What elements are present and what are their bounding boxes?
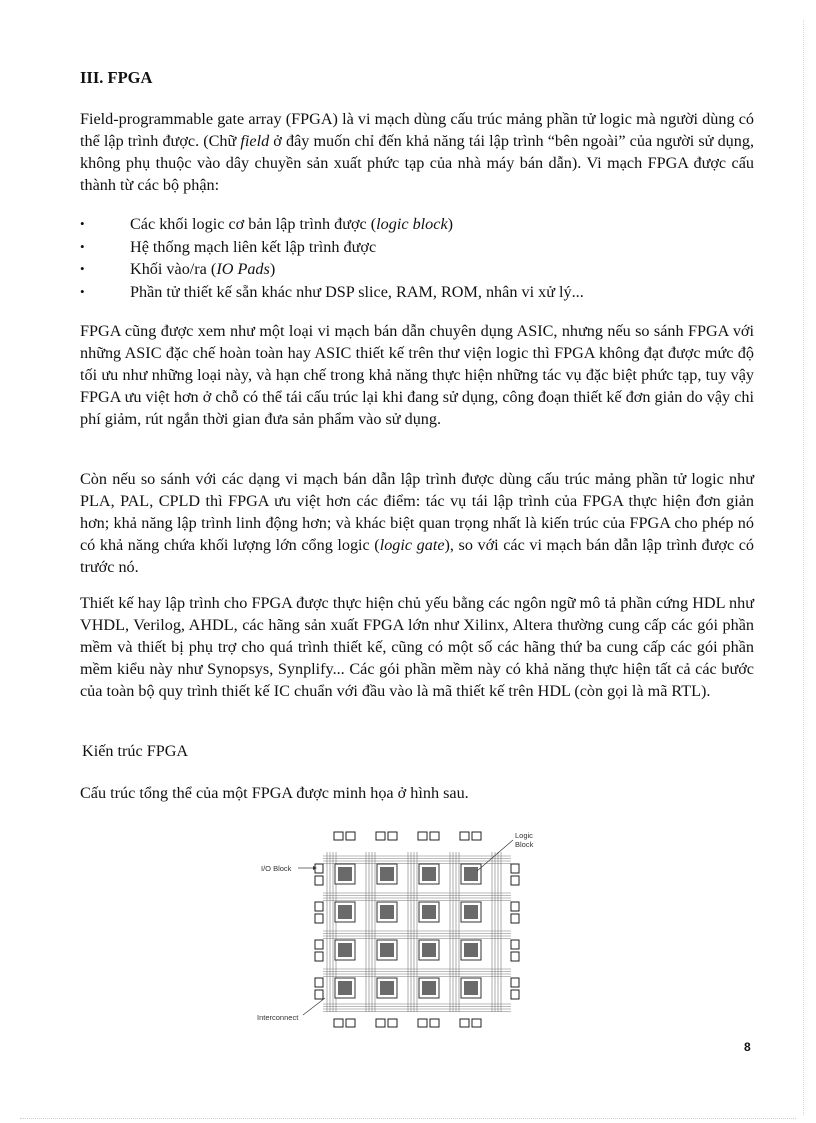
logic-block xyxy=(422,905,436,919)
figure-intro: Cấu trúc tổng thể của một FPGA được minh họa ở hình sau. xyxy=(80,784,469,802)
logic-block xyxy=(380,943,394,957)
fpga-diagram xyxy=(245,826,545,1031)
logic-block xyxy=(422,943,436,957)
architecture-title: Kiến trúc FPGA xyxy=(82,742,189,760)
io-pad xyxy=(388,1019,397,1027)
io-pad xyxy=(460,832,469,840)
logic-block-label-line2: Block xyxy=(515,840,534,849)
interconnect-label: Interconnect xyxy=(257,1013,299,1022)
io-pad xyxy=(511,902,519,911)
io-pad xyxy=(472,1019,481,1027)
logic-block xyxy=(380,981,394,995)
io-pad xyxy=(511,990,519,999)
component-list xyxy=(80,213,754,303)
logic-block xyxy=(380,905,394,919)
paragraph-intro-part-2: ở đây muốn chỉ đến khả năng tái lập trình “bên ngoài” của người sử dụng, không phụ thuộc vào dây chuyền sản xuất phức tạp của nhà máy bán dẫn). Vi mạch FPGA được cấu thành từ các bộ phận: xyxy=(80,132,754,194)
io-pad xyxy=(315,940,323,949)
io-pad xyxy=(511,978,519,987)
io-block-label: I/O Block xyxy=(261,864,292,873)
io-pad xyxy=(511,876,519,885)
io-pad xyxy=(315,978,323,987)
list-item: • Khối vào/ra (IO Pads) xyxy=(80,258,754,281)
io-pad xyxy=(460,1019,469,1027)
io-pad xyxy=(334,832,343,840)
io-pad xyxy=(511,864,519,873)
io-pad xyxy=(346,1019,355,1027)
logic-block xyxy=(338,867,352,881)
io-pad xyxy=(511,952,519,961)
logic-block xyxy=(464,905,478,919)
field-word: field xyxy=(240,132,270,150)
paragraph-asic-comparison: FPGA cũng được xem như một loại vi mạch bán dẫn chuyên dụng ASIC, nhưng nếu so sánh FPGA với những ASIC đặc chế hoàn toàn hay ASIC thiết kế trên thư viện logic thì FPGA không đạt được mức độ tối ưu như những loại này, và hạn chế trong khả năng thực hiện những tác vụ đặc biệt phức tạp, tuy vậy FPGA ưu việt hơn ở chỗ có thể tái cấu trúc lại khi đang sử dụng, công đoạn thiết kế đơn giản do vậy chi phí giảm, rút ngắn thời gian đưa sản phẩm vào sử dụng. xyxy=(80,322,754,428)
io-pad xyxy=(346,832,355,840)
logic-gate-term: logic gate xyxy=(379,536,445,554)
io-pad xyxy=(315,914,323,923)
io-pad xyxy=(315,952,323,961)
logic-block xyxy=(464,867,478,881)
logic-block xyxy=(464,981,478,995)
io-pad xyxy=(430,832,439,840)
io-pad xyxy=(388,832,397,840)
page-edge-rule xyxy=(803,20,804,1115)
logic-block xyxy=(464,943,478,957)
logic-block xyxy=(422,981,436,995)
logic-block xyxy=(338,943,352,957)
paragraph-intro xyxy=(80,108,754,196)
fpga-architecture-figure xyxy=(245,826,545,1031)
io-pad xyxy=(418,832,427,840)
page-number: 8 xyxy=(744,1040,751,1054)
logic-block xyxy=(380,867,394,881)
logic-block xyxy=(338,905,352,919)
io-pad xyxy=(315,864,323,873)
io-pad xyxy=(315,990,323,999)
io-pad xyxy=(511,940,519,949)
paragraph-design-tools: Thiết kế hay lập trình cho FPGA được thực hiện chủ yếu bằng các ngôn ngữ mô tả phần cứng HDL như VHDL, Verilog, AHDL, các hãng sản xuất FPGA lớn như Xilinx, Altera thường cung cấp các gói phần mềm và thiết bị phụ trợ cho quá trình thiết kế, cũng có một số các hãng thứ ba cung cấp các gói phần mềm kiểu này như Synopsys, Synplify... Các gói phần mềm này có khả năng thực hiện tất cả các bước của toàn bộ quy trình thiết kế IC chuẩn với đầu vào là mã thiết kế trên HDL (còn gọi là mã RTL). xyxy=(80,594,754,700)
paragraph-intro-part-1: Field-programmable gate array (FPGA) là vi mạch dùng cấu trúc mảng phần tử logic mà người dùng có thể lập trình được. (Chữ xyxy=(80,110,754,150)
logic-block xyxy=(338,981,352,995)
logic-block xyxy=(422,867,436,881)
io-pad xyxy=(315,876,323,885)
logic-block-label-line1: Logic xyxy=(515,831,533,840)
list-item: • Phần tử thiết kế sẵn khác như DSP slice, RAM, ROM, nhân vi xử lý... xyxy=(80,281,754,304)
io-pad xyxy=(511,914,519,923)
section-heading: III. FPGA xyxy=(80,68,153,87)
io-pad xyxy=(334,1019,343,1027)
page-bottom-rule xyxy=(20,1118,796,1119)
io-pad xyxy=(430,1019,439,1027)
list-item: • Các khối logic cơ bản lập trình được (logic block) xyxy=(80,213,754,236)
io-pad xyxy=(376,1019,385,1027)
io-pad xyxy=(418,1019,427,1027)
io-pad xyxy=(376,832,385,840)
paragraph-pld-comparison: Còn nếu so sánh với các dạng vi mạch bán dẫn lập trình được dùng cấu trúc mảng phần tử logic như PLA, PAL, CPLD thì FPGA ưu việt hơn các điểm: tác vụ tái lập trình của FPGA thực hiện đơn giản hơn; khả năng lập trình linh động hơn; và khác biệt quan trọng nhất là kiến trúc của FPGA cho phép nó có khả năng chứa khối lượng lớn cổng logic (logic gate), so với các vi mạch bán dẫn lập trình được có trước nó. xyxy=(80,470,754,576)
list-item: • Hệ thống mạch liên kết lập trình được xyxy=(80,236,754,259)
io-pad xyxy=(315,902,323,911)
io-pad xyxy=(472,832,481,840)
interconnect-pointer xyxy=(303,998,325,1015)
